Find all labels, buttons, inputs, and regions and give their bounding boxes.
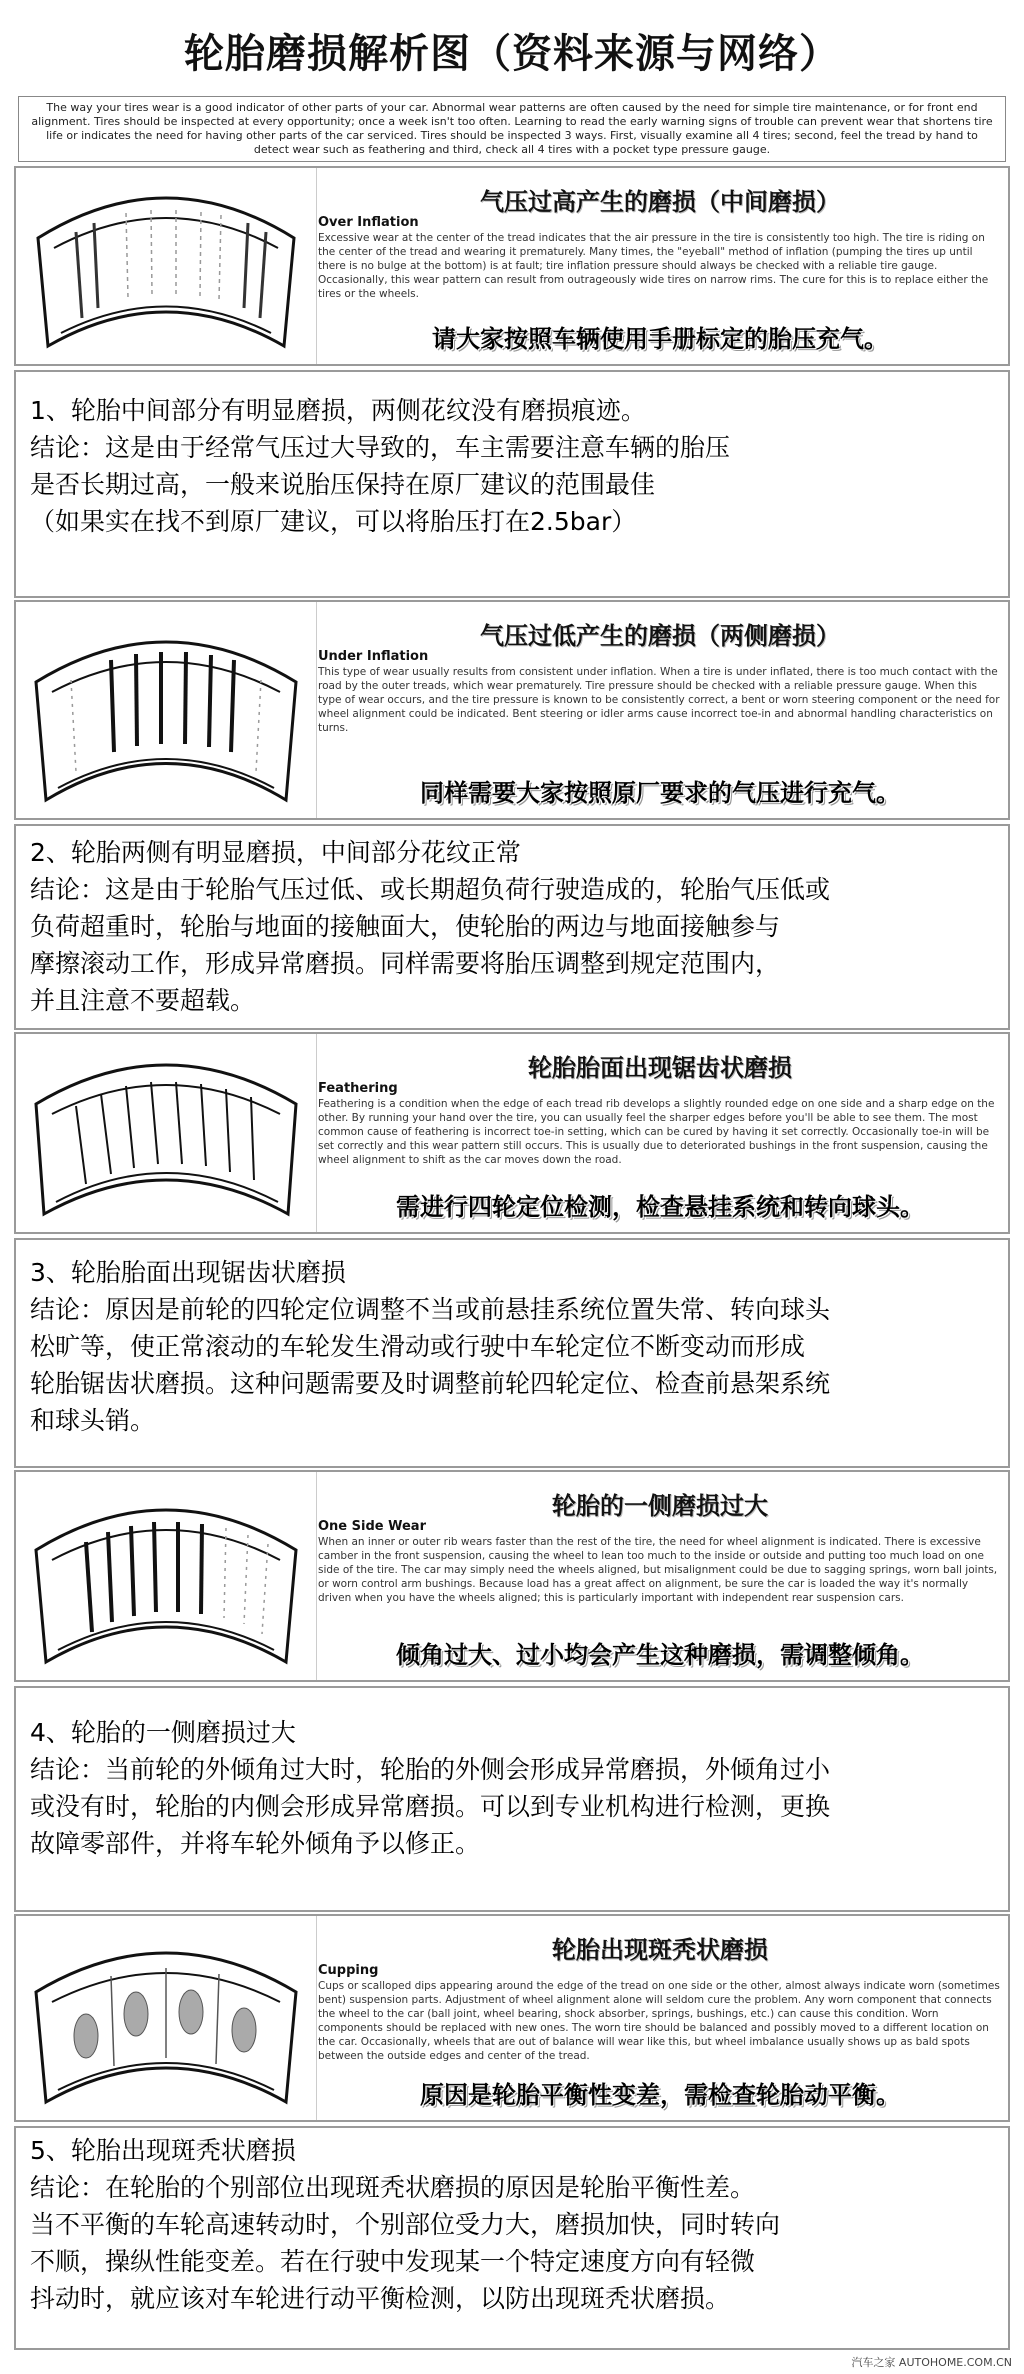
tire-center-wear-illustration	[16, 168, 317, 364]
panel-en-body: This type of wear usually results from consistent under inflation. When a tire is under inflated, there is too much contact with the road by the outer treads, which wear prematurely. Tire pressure should be checked with a reliable pressure gauge. When this type of wear occurs, and the tire pressure is known to be consistently correct, a bent or worn steering component or the need for wheel alignment could be indicated. Bent steering or idler arms cause incorrect toe-in and abnormal handling characteristics on turns.	[318, 666, 1000, 734]
panel-en-title: Under Inflation	[318, 649, 429, 664]
panel-note: 原因是轮胎平衡性变差，需检查轮胎动平衡。	[420, 2081, 900, 2109]
panel-over-inflation	[14, 166, 1010, 366]
panel-en-body: Cups or scalloped dips appearing around the edge of the tread on one side or the other, almost always indicate worn (sometimes bent) suspension parts. Adjustment of wheel alignment alone will seldom cure the problem. Any worn component that connects the wheel to the car (ball joint, wheel bearing, shock absorber, springs, bushings, etc.) can cause this condition. Worn components should be replaced with new ones. The worn tire should be balanced and possibly moved to a different location on the car. Occasionally, wheels that are out of balance will wear like this, but wheel imbalance usually shows up as bald spots between the outside edges and center of the tread.	[318, 1980, 1000, 2062]
conclusion-line: 结论：当前轮的外倾角过大时，轮胎的外侧会形成异常磨损，外倾角过小	[30, 1755, 831, 1784]
conclusion-1	[14, 370, 1010, 598]
conclusion-line: 负荷超重时，轮胎与地面的接触面大，使轮胎的两边与地面接触参与	[30, 912, 781, 941]
tire-one-side-wear-illustration	[16, 1472, 317, 1680]
panel-en-body: When an inner or outer rib wears faster than the rest of the tire, the need for wheel alignment is indicated. There is excessive camber in the front suspension, causing the wheel to lean too much to the inside or outside and putting too much load on one side of the tire. The car may simply need the wheels aligned, but misalignment could be due to sagging springs, worn ball joints, or worn control arm bushings. Because load has a great affect on alignment, be sure the car is loaded the way it's normally driven when you have the wheels aligned; this is particularly important with independent rear suspension cars.	[318, 1536, 998, 1604]
conclusion-line: 松旷等，使正常滚动的车轮发生滑动或行驶中车轮定位不断变动而形成	[30, 1332, 806, 1361]
conclusion-line: 是否长期过高，一般来说胎压保持在原厂建议的范围最佳	[30, 470, 656, 499]
panel-en-body: Excessive wear at the center of the tread indicates that the air pressure in the tire is consistently too high. The tire is riding on the center of the tread and wearing it prematurely. Many times, the "eyeball" method of inflation (pumping the tires up until there is no bulge at the bottom) is at fault; tire inflation pressure should always be checked with a reliable tire gauge. Occasionally, this wear pattern can result from outrageously wide tires on narrow rims. The cure for this is to replace either the tires or the wheels.	[318, 232, 989, 300]
conclusion-3	[14, 1238, 1010, 1468]
conclusion-line: 和球头销。	[30, 1406, 156, 1435]
panel-heading: 气压过高产生的磨损（中间磨损）	[480, 188, 840, 216]
conclusion-line: 当不平衡的车轮高速转动时，个别部位受力大，磨损加快，同时转向	[30, 2210, 781, 2239]
panel-feathering	[14, 1032, 1010, 1234]
tire-edge-wear-illustration	[16, 602, 317, 818]
conclusion-line: 1、轮胎中间部分有明显磨损，两侧花纹没有磨损痕迹。	[30, 396, 646, 425]
tire-cupping-illustration	[16, 1916, 317, 2120]
conclusion-line: 不顺，操纵性能变差。若在行驶中发现某一个特定速度方向有轻微	[30, 2247, 756, 2276]
panel-en-body: Feathering is a condition when the edge of each tread rib develops a slightly rounded edge on one side and a sharp edge on the other. By running your hand over the tire, you can usually feel the sharper edges before you'll be able to see them. The most common cause of feathering is incorrect toe-in setting, which can be cured by having it set correctly. Occasionally toe-in will be set correctly and this wear pattern still occurs. This is usually due to deteriorated bushings in the front suspension, causing the wheel alignment to shift as the car moves down the road.	[318, 1098, 995, 1166]
conclusion-line: 结论：这是由于经常气压过大导致的，车主需要注意车辆的胎压	[30, 433, 731, 462]
panel-note: 请大家按照车辆使用手册标定的胎压充气。	[432, 325, 888, 353]
panel-heading: 轮胎胎面出现锯齿状磨损	[528, 1054, 792, 1082]
conclusion-line: （如果实在找不到原厂建议，可以将胎压打在2.5bar）	[30, 507, 637, 536]
conclusion-line: 摩擦滚动工作，形成异常磨损。同样需要将胎压调整到规定范围内，	[30, 949, 781, 978]
conclusion-4	[14, 1686, 1010, 1912]
conclusion-line: 3、轮胎胎面出现锯齿状磨损	[30, 1258, 346, 1287]
conclusion-line: 并且注意不要超载。	[30, 986, 256, 1015]
panel-heading: 轮胎出现斑秃状磨损	[552, 1936, 768, 1964]
conclusion-2	[14, 824, 1010, 1030]
panel-note: 倾角过大、过小均会产生这种磨损，需调整倾角。	[396, 1641, 924, 1669]
conclusion-5	[14, 2126, 1010, 2350]
conclusion-line: 故障零部件，并将车轮外倾角予以修正。	[30, 1829, 481, 1858]
panel-en-title: One Side Wear	[318, 1519, 426, 1534]
conclusion-line: 轮胎锯齿状磨损。这种问题需要及时调整前轮四轮定位、检查前悬架系统	[30, 1369, 831, 1398]
panel-heading: 气压过低产生的磨损（两侧磨损）	[480, 622, 840, 650]
page-title: 轮胎磨损解析图（资料来源与网络）	[184, 31, 840, 77]
panel-note: 需进行四轮定位检测，检查悬挂系统和转向球头。	[396, 1193, 924, 1221]
panel-en-title: Cupping	[318, 1963, 379, 1978]
panel-cupping	[14, 1914, 1010, 2122]
panel-under-inflation	[14, 600, 1010, 820]
conclusion-line: 5、轮胎出现斑秃状磨损	[30, 2136, 296, 2165]
conclusion-line: 结论：在轮胎的个别部位出现斑秃状磨损的原因是轮胎平衡性差。	[30, 2173, 756, 2202]
panel-heading: 轮胎的一侧磨损过大	[552, 1492, 768, 1520]
source-watermark: 汽车之家 AUTOHOME.COM.CN	[851, 2356, 1012, 2369]
panel-en-title: Feathering	[318, 1081, 398, 1096]
conclusion-line: 结论：这是由于轮胎气压过低、或长期超负荷行驶造成的，轮胎气压低或	[30, 875, 831, 904]
panel-en-title: Over Inflation	[318, 215, 419, 230]
tire-feathering-illustration	[16, 1034, 317, 1232]
conclusion-line: 结论：原因是前轮的四轮定位调整不当或前悬挂系统位置失常、转向球头	[30, 1295, 831, 1324]
conclusion-line: 抖动时，就应该对车轮进行动平衡检测，以防出现斑秃状磨损。	[30, 2284, 731, 2313]
conclusion-line: 4、轮胎的一侧磨损过大	[30, 1718, 296, 1747]
panel-note: 同样需要大家按照原厂要求的气压进行充气。	[420, 779, 900, 807]
conclusion-line: 2、轮胎两侧有明显磨损，中间部分花纹正常	[30, 838, 521, 867]
conclusion-line: 或没有时，轮胎的内侧会形成异常磨损。可以到专业机构进行检测，更换	[30, 1792, 831, 1821]
panel-one-side-wear	[14, 1470, 1010, 1682]
intro-text: The way your tires wear is a good indicator of other parts of your car. Abnormal wear patterns are often caused by the need for simple tire maintenance, or for front end alignment. Tires should be inspected at every opportunity; once a week isn't too often. Learning to read the early warning signs of trouble can prevent wear that shortens tire life or indicates the need for having other parts of the car serviced. Tires should be inspected 3 ways. First, visually examine all 4 tires; second, feel the tread by hand to detect wear such as feathering and third, check all 4 tires with a pocket type pressure gauge.	[18, 96, 1006, 162]
